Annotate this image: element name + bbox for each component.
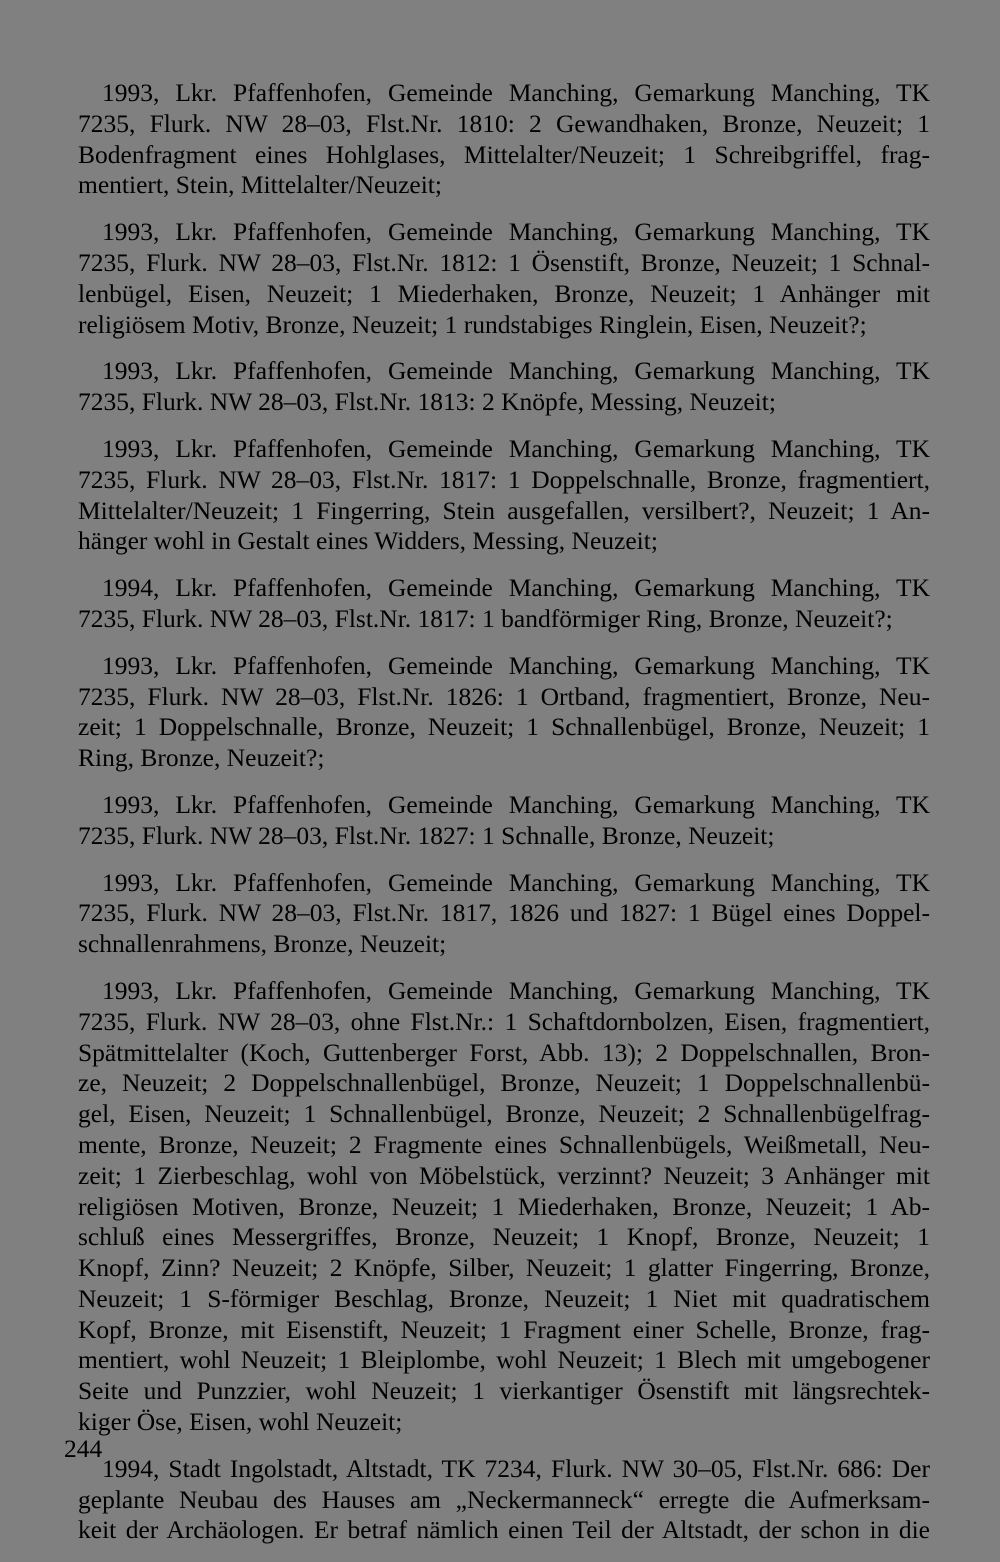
text-line: 7235, Flurk. NW 28–03, Flst.Nr. 1826: 1 Ortband, fragmentiert, Bronze, Neu- — [78, 681, 930, 711]
text-line: 1993, Lkr. Pfaffenhofen, Gemeinde Manching, Gemarkung Manching, TK — [102, 789, 930, 819]
entry-paragraph — [78, 1454, 930, 1546]
text-line: Neuzeit; 1 S-förmiger Beschlag, Bronze, Neuzeit; 1 Niet mit quadratischem — [78, 1283, 930, 1313]
text-line: mentiert, Stein, Mittelalter/Neuzeit; — [78, 170, 442, 200]
text-line: keit der Archäologen. Er betraf nämlich einen Teil der Altstadt, der schon in die — [78, 1515, 930, 1545]
text-line: hänger wohl in Gestalt eines Widders, Messing, Neuzeit; — [78, 526, 658, 556]
text-line: 7235, Flurk. NW 28–03, Flst.Nr. 1817: 1 bandförmiger Ring, Bronze, Neuzeit?; — [78, 603, 893, 633]
text-line: 1994, Lkr. Pfaffenhofen, Gemeinde Manching, Gemarkung Manching, TK — [102, 573, 930, 603]
text-line: 1993, Lkr. Pfaffenhofen, Gemeinde Manching, Gemarkung Manching, TK — [102, 356, 930, 386]
text-line: religiösen Motiven, Bronze, Neuzeit; 1 Miederhaken, Bronze, Neuzeit; 1 Ab- — [78, 1191, 930, 1221]
entry-paragraph — [78, 573, 930, 635]
text-line: gel, Eisen, Neuzeit; 1 Schnallenbügel, Bronze, Neuzeit; 2 Schnallenbügelfrag- — [78, 1099, 930, 1129]
text-line: religiösem Motiv, Bronze, Neuzeit; 1 rundstabiges Ringlein, Eisen, Neuzeit?; — [78, 309, 867, 339]
entry-paragraph — [78, 976, 930, 1438]
text-line: Knopf, Zinn? Neuzeit; 2 Knöpfe, Silber, Neuzeit; 1 glatter Fingerring, Bronze, — [78, 1253, 930, 1283]
text-line: mente, Bronze, Neuzeit; 2 Fragmente eines Schnallenbügels, Weißmetall, Neu- — [78, 1129, 930, 1159]
text-line: 7235, Flurk. NW 28–03, Flst.Nr. 1817: 1 Doppelschnalle, Bronze, fragmentiert, — [78, 464, 930, 494]
text-line: geplante Neubau des Hauses am „Neckermanneck“ erregte die Aufmerksam- — [78, 1484, 930, 1514]
entry-paragraph — [78, 217, 930, 340]
text-line: Seite und Punzzier, wohl Neuzeit; 1 vierkantiger Ösenstift mit längsrechtek- — [78, 1376, 930, 1406]
text-line: zeit; 1 Zierbeschlag, wohl von Möbelstück, verzinnt? Neuzeit; 3 Anhänger mit — [78, 1160, 930, 1190]
page-number: 244 — [64, 1434, 103, 1463]
text-line: 7235, Flurk. NW 28–03, Flst.Nr. 1827: 1 Schnalle, Bronze, Neuzeit; — [78, 820, 775, 850]
text-line: Bodenfragment eines Hohlglases, Mittelalter/Neuzeit; 1 Schreibgriffel, frag- — [78, 139, 930, 169]
text-line: 1993, Lkr. Pfaffenhofen, Gemeinde Manching, Gemarkung Manching, TK — [102, 433, 930, 463]
text-line: 1993, Lkr. Pfaffenhofen, Gemeinde Manching, Gemarkung Manching, TK — [102, 867, 930, 897]
text-line: 7235, Flurk. NW 28–03, Flst.Nr. 1810: 2 Gewandhaken, Bronze, Neuzeit; 1 — [78, 108, 930, 138]
text-line: 1993, Lkr. Pfaffenhofen, Gemeinde Manching, Gemarkung Manching, TK — [102, 650, 930, 680]
text-line: 7235, Flurk. NW 28–03, ohne Flst.Nr.: 1 Schaftdornbolzen, Eisen, fragmentiert, — [78, 1006, 930, 1036]
entry-paragraph — [78, 356, 930, 418]
text-line: 1993, Lkr. Pfaffenhofen, Gemeinde Manching, Gemarkung Manching, TK — [102, 78, 930, 107]
text-line: 7235, Flurk. NW 28–03, Flst.Nr. 1813: 2 Knöpfe, Messing, Neuzeit; — [78, 387, 776, 417]
page-body — [78, 78, 930, 1562]
entry-paragraph — [78, 868, 930, 960]
entry-paragraph — [78, 78, 930, 201]
text-line: Mittelalter/Neuzeit; 1 Fingerring, Stein ausgefallen, versilbert?, Neuzeit; 1 An- — [78, 495, 930, 525]
text-line: 7235, Flurk. NW 28–03, Flst.Nr. 1817, 1826 und 1827: 1 Bügel eines Doppel- — [78, 898, 930, 928]
text-line: zeit; 1 Doppelschnalle, Bronze, Neuzeit; 1 Schnallenbügel, Bronze, Neuzeit; 1 — [78, 712, 930, 742]
text-line: lenbügel, Eisen, Neuzeit; 1 Miederhaken, Bronze, Neuzeit; 1 Anhänger mit — [78, 278, 930, 308]
entry-paragraph — [78, 434, 930, 557]
text-line: 1993, Lkr. Pfaffenhofen, Gemeinde Manching, Gemarkung Manching, TK — [102, 975, 930, 1005]
text-line: ze, Neuzeit; 2 Doppelschnallenbügel, Bronze, Neuzeit; 1 Doppelschnallenbü- — [78, 1068, 930, 1098]
text-line: Spätmittelalter (Koch, Guttenberger Forst, Abb. 13); 2 Doppelschnallen, Bron- — [78, 1037, 930, 1067]
text-line: 7235, Flurk. NW 28–03, Flst.Nr. 1812: 1 Ösenstift, Bronze, Neuzeit; 1 Schnal- — [78, 247, 930, 277]
text-line: schnallenrahmens, Bronze, Neuzeit; — [78, 929, 447, 959]
text-line: schluß eines Messergriffes, Bronze, Neuzeit; 1 Knopf, Bronze, Neuzeit; 1 — [78, 1222, 930, 1252]
entry-paragraph — [78, 651, 930, 774]
text-line: 1993, Lkr. Pfaffenhofen, Gemeinde Manching, Gemarkung Manching, TK — [102, 217, 930, 247]
text-line: kiger Öse, Eisen, wohl Neuzeit; — [78, 1407, 403, 1437]
text-line: 1994, Stadt Ingolstadt, Altstadt, TK 7234, Flurk. NW 30–05, Flst.Nr. 686: Der — [102, 1453, 930, 1483]
text-line: Kopf, Bronze, mit Eisenstift, Neuzeit; 1 Fragment einer Schelle, Bronze, frag- — [78, 1314, 930, 1344]
text-line: Ring, Bronze, Neuzeit?; — [78, 743, 325, 773]
text-line: mentiert, wohl Neuzeit; 1 Bleiplombe, wohl Neuzeit; 1 Blech mit umgebogener — [78, 1345, 930, 1375]
entry-paragraph — [78, 790, 930, 852]
